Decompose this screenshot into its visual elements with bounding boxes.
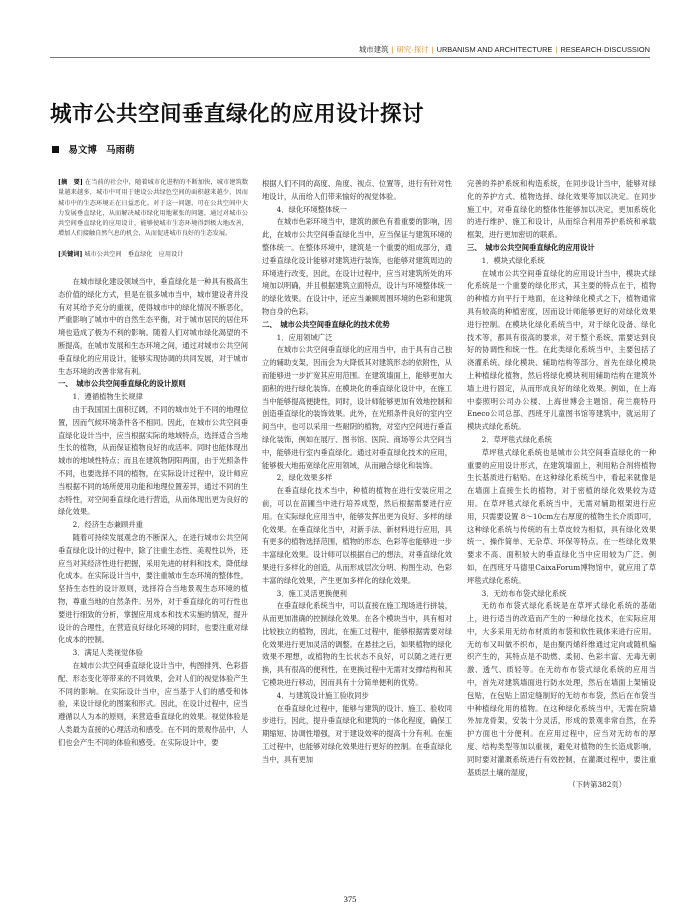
subsection-heading: 1．模块式绿化系统 xyxy=(481,255,545,265)
header-rule xyxy=(50,57,650,58)
section-en: URBANISM AND ARCHITECTURE xyxy=(436,45,553,54)
keywords-text: 城市公共空间 垂直绿化 应用设计 xyxy=(84,250,184,258)
abstract-text: 在当前的社会中，随着城市化进程的不断加快，城市建筑数量越来越多，城市中可用于建设公共绿色空间的面积越来越少，因而城市中的生态环境正在日益恶化。对于这一问题，可在公共空间中大力发展垂直绿化，从而解决城市绿化用地紧张的问题。通过对城市公共空间垂直绿化的应用设计，能够使城市生态环境得到极大地改善，增加人们接触自然气息的机会，从而促进城市良好的生态发展。 xyxy=(58,179,249,238)
subsection-heading: 4．绿化环境整体统一 xyxy=(276,204,347,214)
column-2-body xyxy=(262,178,452,767)
body-paragraph: 草坪毯式绿化系统也是城市公共空间垂直绿化的一种重要的应用设计形式，在建筑墙面上，利用粘合剂将植物生长基质进行粘贴。在这种绿化系统当中，看起来就像是在墙面上直接生长的植物，对于密植的绿化效果较为适用。在草坪毯式绿化系统当中，无需对辅助框架进行应用，只需要设置 8～10cm左右厚度的植物生长介质即可，这种绿化系统与传统的有土草皮较为相似，具有绿化效果统一、操作简单、无杂草、环保等特点。在一些绿化效果要求不高、面积较大的垂直绿化当中应用较为广泛。例如，在西班牙马德里CaixaForum博物馆中，就应用了草坪毯式绿化系统。 xyxy=(467,447,656,585)
subsection-heading: 2．经济生态兼顾并重 xyxy=(72,520,143,530)
body-paragraph: 在城市公共空间垂直绿化设计当中，构图排列、色彩搭配、形态变化等带来的不同效果，会对人们的视觉体验产生不同的影响。在实际设计当中，应当基于人们的感受和体验，来设计绿化的图案和形式。因此，在设计过程中，应当遵循以人为本的原则，来营造垂直绿化的效果。视觉体验是人类最为直接的心理活动和感受。在不同的景观作品中，人们也会产生不同的体验和感受。在实际设计中，要 xyxy=(58,660,248,747)
section-cn: 城市建筑 xyxy=(358,45,389,54)
column-1 xyxy=(58,178,248,750)
abstract xyxy=(58,178,248,240)
author-name: 马雨萌 xyxy=(106,145,135,156)
subsection-heading: 2．绿化效果多样 xyxy=(276,473,333,483)
column-cn: 研究·探讨 xyxy=(396,45,429,54)
subsection-heading: 3．施工灵活更换便利 xyxy=(276,588,347,598)
subsection-heading: 2．草坪毯式绿化系统 xyxy=(481,434,552,444)
keywords xyxy=(58,250,248,260)
subsection-heading: 4．与建筑设计施工验收同步 xyxy=(276,690,369,700)
body-paragraph: 由于我国国土面积辽阔，不同的城市处于不同的地理位置，因而气候环境条件各不相同。因此，在城市公共空间垂直绿化设计当中，应当根据实际的地域特点，选择适合当地生长的植物，从而保证植物良好的成活率。同时也能体现出城市的地域性特点；而且在建筑物阴阳两面，由于光照条件不同，也要选择不同的植物，在实际设计过程中，设计师应当根据不同的场所使用功能和地理位置差异，通过不同的生态特性，对空间垂直绿化进行营造，从而体现出更为良好的绿化效果。 xyxy=(58,405,248,517)
divider: | xyxy=(391,45,394,54)
subsection-heading: 3．无纺布布袋式绿化系统 xyxy=(481,588,567,598)
continued-note: （下转第382页） xyxy=(568,780,626,790)
running-head xyxy=(359,44,650,55)
author-name: 易文博 xyxy=(68,145,97,156)
keywords-label: [关键词] xyxy=(58,250,83,258)
column-1-body xyxy=(58,276,248,749)
body-paragraph: 在垂直绿化技术当中，种植的植物在进行安装应用之前，可以在苗圃当中进行培养成型，然后根据需要进行应用。在实际绿化应用当中，能够发挥出更为良好、多样的绿化效果。在垂直绿化当中，对新手法、新材料进行应用，具有更多的植物选择范围，植物的形态、色彩等也能够进一步丰富绿化效果。设计师可以根据自己的想法，对垂直绿化效果进行多样化的创造，从而形成层次分明、构图生动、色彩丰富的绿化效果，产生更加多样化的绿化效果。 xyxy=(262,486,452,585)
subsection-heading: 1．遵循植物生长规律 xyxy=(72,392,143,402)
author-line xyxy=(52,142,141,156)
body-paragraph: 根据人们不同的高度、角度、视点、位置等，进行有针对性地设计，从而给人们带来愉好的视觉体验。 xyxy=(262,179,452,201)
column-en: RESEARCH·DISCUSSION xyxy=(560,45,650,54)
body-paragraph: 无纺布布袋式绿化系统是在草坪式绿化系统的基础上，进行适当的改造而产生的一种绿化技术，在实际应用中，大多采用无纺布材质的布袋和软性栽体来进行应用。无纺布又叫做不织布，是由聚丙烯纤维通过定向或随机编织产生的，其特点是不助燃、柔韧、色彩丰富、无毒无刺激、透气、质轻等。在无纺布布袋式绿化系统的应用当中，首先对建筑墙面进行防水处理，然后在墙面上架铺设包贴，在包贴上固定缝制好的无纺布布袋，然后在布袋当中种植绿化用的植物。在这种绿化系统当中，无需在院墙外加龙骨架，安装十分灵活，形成的景观非常自然，在养护方面也十分便利。在应用过程中，应当对无纺布的厚度、结构类型等加以重视，避免对植物的生长造成影响，同时要对灌溉系统进行有效控制，在灌溉过程中，要注重基质层土壤的湿度， xyxy=(467,601,656,777)
column-3-body xyxy=(467,178,656,779)
subsection-heading: 3．满足人类视觉体验 xyxy=(72,648,143,658)
column-3 xyxy=(467,178,656,792)
section-heading: 一、 城市公共空间垂直绿化的设计原则 xyxy=(58,379,186,389)
author-bullet-icon xyxy=(52,146,59,153)
body-paragraph: 在城市公共空间垂直绿化的应用当中，由于具有自己独立的辅助支架，因而会为大降低其对建筑形态的依附性，从而能够进一步扩宽其应用范围。在建筑墙面上，能够更加大面积的进行绿化装饰。在模块化的垂直绿化设计中，在施工当中能够提高便捷性，同时，设计师能够更加有效地控制和创造垂直绿化的装饰效果。此外，在光照条件良好的室内空间当中，也可以采用一些耐阴的植物，对室内空间进行垂直绿化装饰，例如在展厅、图书馆、医院、商场等公共空间当中，能够进行室内垂直绿化。通过对垂直绿化技术的应用，能够极大地拓宽绿化应用领域，从而融合绿化和装饰。 xyxy=(262,345,452,470)
article-title: 城市公共空间垂直绿化的应用设计探讨 xyxy=(50,102,425,127)
column-2 xyxy=(262,178,452,767)
body-paragraph: 在垂直绿化过程中，能够与建筑的设计、施工、验收同步进行，因此，提升垂直绿化和建筑的一体化程度，确保工期缩短、协调性增强，对于建设效率的提高十分有利。在施工过程中，也能够对绿化效果进行更好的控制。在垂直绿化当中，具有更加 xyxy=(262,703,452,764)
subsection-heading: 1．应用领域广泛 xyxy=(276,332,333,342)
divider: | xyxy=(431,45,434,54)
body-paragraph: 在城市公共空间垂直绿化的应用设计当中，模块式绿化系统是一个重要的绿化形式，其主要的特点在于，植物的种植方向平行于地面，在这种绿化模式之下，植物通常具有较高的种植密度，因而设计师能够更好的对绿化效果进行控制。在模块化绿化系统当中，对于绿化设备、绿化技术等，都具有很高的要求，对于整个系统，需要达到良好的协调性和统一性。在此类绿化系统当中，主要包括了浇灌系统、绿化模块、辅助结构等部分，首先在绿化模块上种植绿化植物，然后将绿化模块利用辅助结构在建筑外墙上进行固定，从而形成良好的绿化效果。例如，在上海中泰照明公司办公楼、上海世博会主题馆、荷兰鹿特丹Eneco公司总部、西班牙儿童图书馆等建筑中，就运用了模块式绿化系统。 xyxy=(467,268,656,432)
section-heading: 三、 城市公共空间垂直绿化的应用设计 xyxy=(467,242,595,252)
divider: | xyxy=(555,45,558,54)
body-paragraph: 随着可持续发展观念的不断深入，在进行城市公共空间垂直绿化设计的过程中，除了注重生态性、美观性以外，还应当对其经济性进行把握，采用先进的材料和技术，降低绿化成本。在实际设计当中，要注重城市生态环境的整体性，坚持生态性的设计原则，选择符合当地景观生态环境的植物，尊重当地的自然条件。另外，对于垂直绿化的可行性也要进行细致的分析，掌握应用成本和技术实施的情况，提升设计的合理性，在营造良好绿化环境的同时，也要注重对绿化成本的控制。 xyxy=(58,533,248,645)
page-number: 375 xyxy=(343,894,357,904)
abstract-label: [摘 要] xyxy=(58,179,83,186)
body-paragraph: 在城市绿化建设领域当中，垂直绿化是一种具有极高生态价值的绿化方式，但是在很多城市当中，城市建设者并没有对其给予充分的重视，使得城市中的绿化情况不断恶化，严重影响了城市中的自然生态平衡，对于城市居民的居住环境也造成了极为不利的影响。随着人们对城市绿化渴望的不断提高，在城市发展和生态环境之间，通过对城市公共空间垂直绿化的应用设计，能够实现协调的共同发展，对于城市生态环境的改善非常有利。 xyxy=(58,277,248,376)
body-paragraph: 完善的养护系统和构造系统，在同步设计当中，能够对绿化的养护方式、植物选择、绿化效果等加以决定。在同步施工中，对垂直绿化的整体性能够加以决定，更加系统化的进行维护、施工和设计，从而综合利用养护系统和承载框架，进行更加密切的联系。 xyxy=(467,179,656,240)
body-paragraph: 在城市色彩环境当中，建筑的颜色有着重要的影响，因此，在城市公共空间垂直绿化当中，应当保证与建筑环境的整体统一。在整体环境中，建筑是一个重要的组成部分，通过垂直绿化设计能够对建筑进行装饰，也能够对建筑周边的环境进行改变，因此，在设计过程中，应当对建筑所处的环境加以明确，并且根据建筑立面特点，设计与环境整体统一的绿化效果。在设计中，还应当兼顾周围环境的色彩和建筑物自身的色彩。 xyxy=(262,217,452,316)
section-heading: 二、 城市公共空间垂直绿化的技术优势 xyxy=(262,319,390,329)
body-paragraph: 在垂直绿化系统当中，可以直接在施工现场进行拼装，从而更加准确的控制绿化效果。在各个模块当中，具有相对比较独立的植物，因此，在施工过程中，能够根据需要对绿化效果进行更加灵活的调整。在悬挂之后，如果植物的绿化效果不理想，或植物的生长状态不良好，可以随之进行更换，具有很高的便利性，在更换过程中无需对支撑结构和其它模块进行移动，因而具有十分简单便利的优势。 xyxy=(262,601,452,688)
